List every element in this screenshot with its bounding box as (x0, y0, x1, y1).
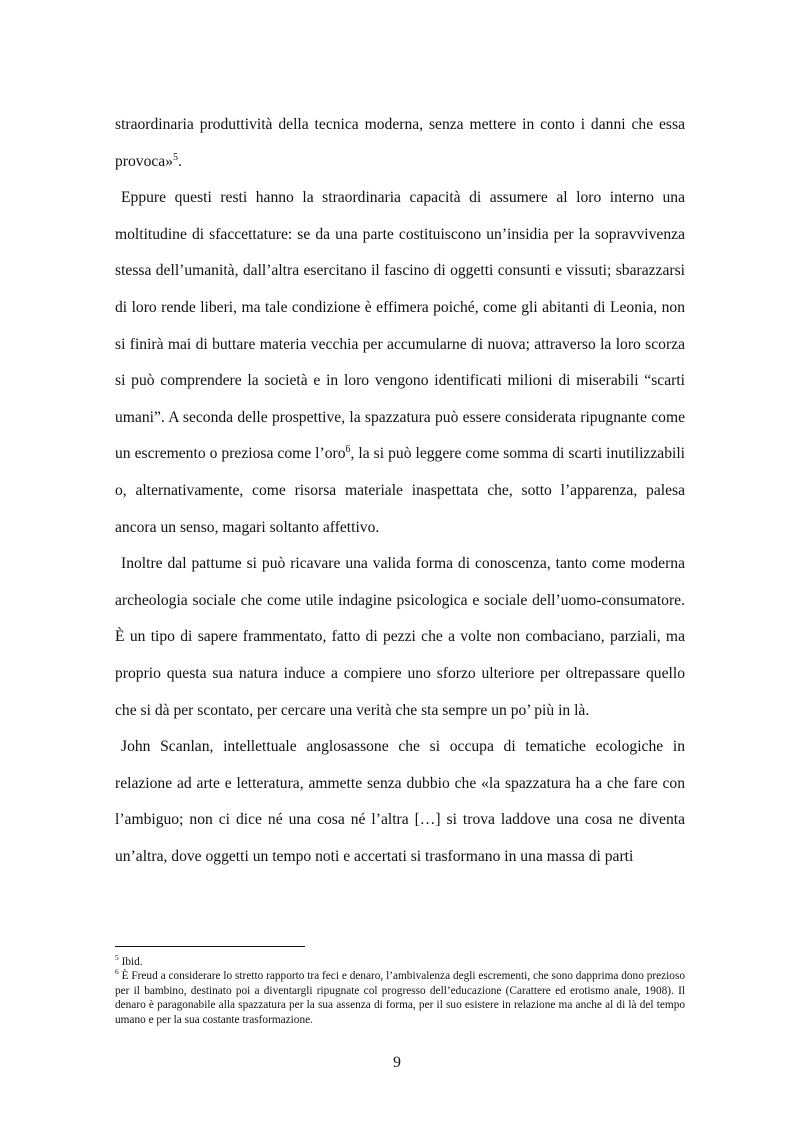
footnotes (115, 955, 685, 1027)
paragraph-2 (115, 180, 685, 546)
footnote-ref-5[interactable]: 5 (173, 151, 179, 163)
page-number: 9 (393, 1054, 401, 1071)
paragraph-2-text-a: Eppure questi resti hanno la straordinaria capacità di assumere al loro interno una moltitudine di sfaccettature: se da una parte costituiscono un’insidia per la sopravvivenza stessa dell’umanità, dall’altra esercitano il fascino di oggetti consunti e vissuti; sbarazzarsi di loro rende liberi, ma tale condizione è effimera poiché, come gli abitanti di Leonia, non si finirà mai di buttare materia vecchia per accumularne di nuova; attraverso la loro scorza si può comprendere la società e in loro vengono identificati milioni di miserabili “scarti umani”. A seconda delle prospettive, la spazzatura può essere considerata ripugnante come un escremento o preziosa come l’oro (115, 189, 685, 463)
paragraph-1 (115, 107, 685, 180)
footnote-6 (115, 969, 685, 1027)
footnote-ref-6[interactable]: 6 (345, 444, 351, 456)
paragraph-1-text: straordinaria produttività della tecnica moderna, senza mettere in conto i danni che essa provoca» (115, 116, 685, 170)
paragraph-3: Inoltre dal pattume si può ricavare una valida forma di conoscenza, tanto come moderna archeologia sociale che come utile indagine psicologica e sociale dell’uomo-consumatore. È un tipo di sapere frammentato, fatto di pezzi che a volte non combaciano, parziali, ma proprio questa sua natura induce a compiere uno sforzo ulteriore per oltrepassare quello che si dà per scontato, per cercare una verità che sta sempre un po’ più in là. (115, 555, 685, 719)
footnote-6-number: 6 (115, 967, 119, 977)
footnote-5 (115, 955, 685, 969)
paragraph-2-text-b: , la si può leggere come somma di scarti inutilizzabili o, alternativamente, come risorsa materiale inaspettata che, sotto l’apparenza, palesa ancora un senso, magari soltanto affettivo. (115, 445, 685, 536)
footnote-5-number: 5 (115, 953, 119, 963)
paragraph-1-tail: . (178, 152, 182, 170)
body-text (115, 107, 685, 875)
paragraph-4: John Scanlan, intellettuale anglosassone che si occupa di tematiche ecologiche in relazione ad arte e letteratura, ammette senza dubbio che «la spazzatura ha a che fare con l’ambiguo; non ci dice né una cosa né l’altra […] si trova laddove una cosa ne diventa un’altra, dove oggetti un tempo noti e accertati si trasformano in una massa di parti (115, 738, 685, 865)
footnote-6-text: È Freud a considerare lo stretto rapporto tra feci e denaro, l’ambivalenza degli escrementi, che sono dapprima dono prezioso per il bambino, destinato poi a diventargli ripugnate col progresso dell’educazione (Carattere ed erotismo anale, 1908). Il denaro è paragonabile alla spazzatura per la sua assenza di forma, per il suo esistere in relazione ma anche al di là del tempo umano e per la sua costante trasformazione. (115, 970, 685, 1026)
footnote-5-text: Ibid. (118, 956, 143, 968)
footnote-divider (115, 946, 305, 947)
